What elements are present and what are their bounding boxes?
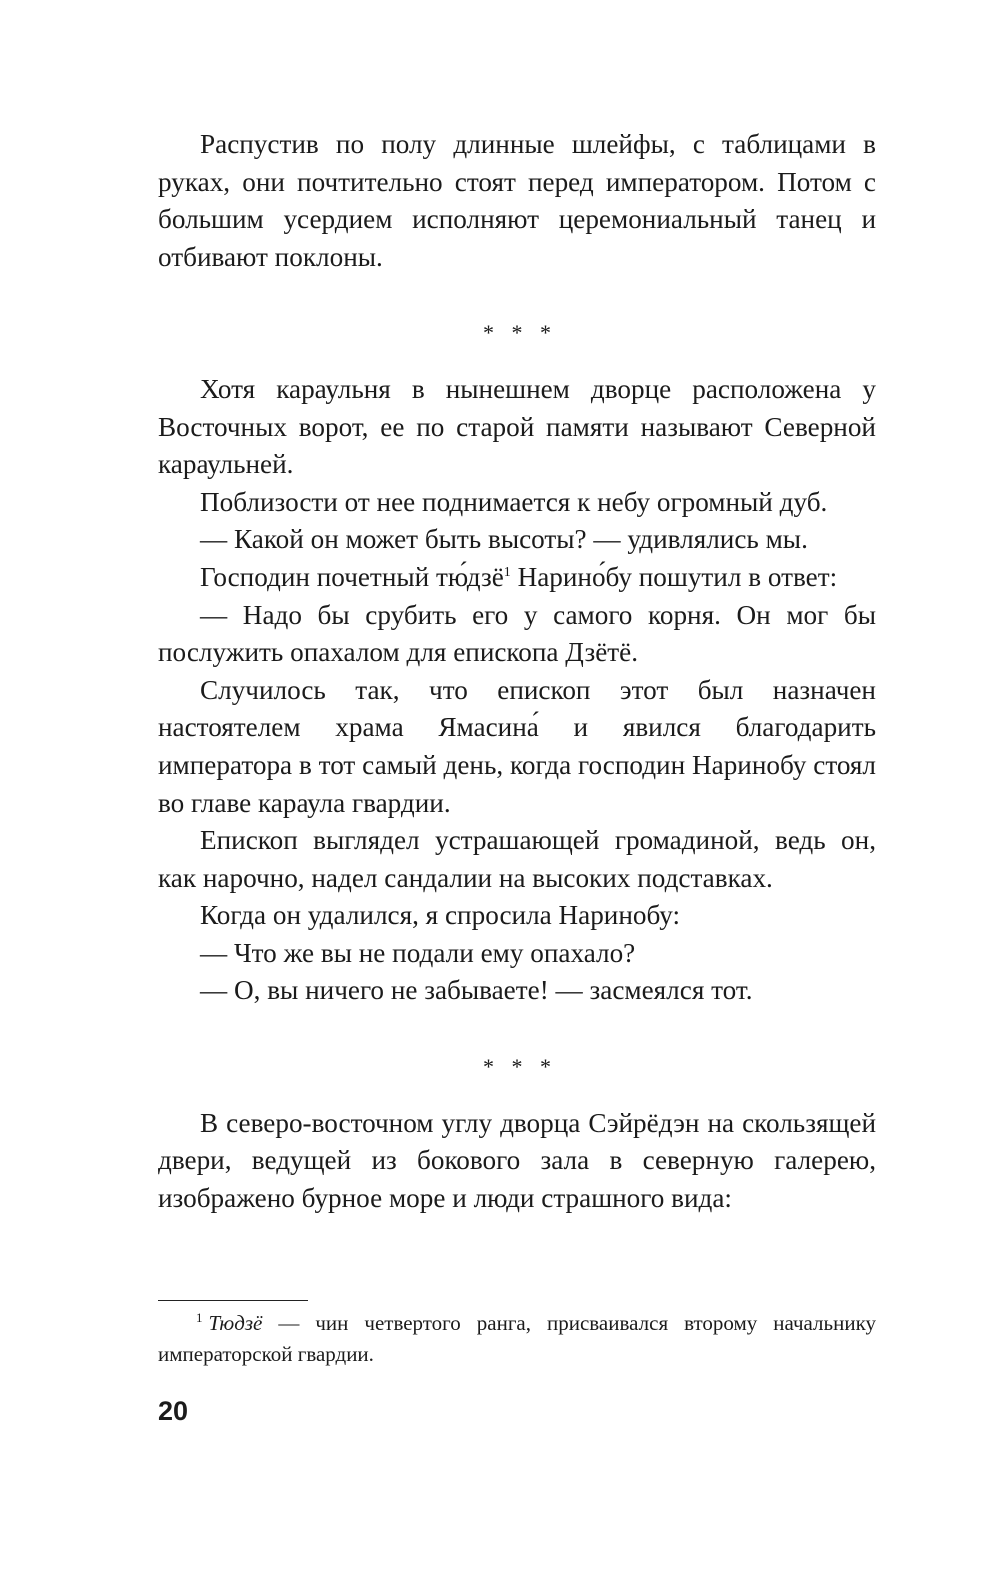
paragraph: Случилось так, что епископ этот был назначен настоятелем храма Ямасина́ и явился благодарить императора в тот самый день, когда господин Наринобу стоял во главе караула гвардии. <box>158 674 876 818</box>
footnote <box>158 1308 876 1370</box>
footnote-reference: 1 <box>503 564 511 580</box>
footnote-term: Тюдзё <box>208 1311 263 1335</box>
section-separator: * * * <box>483 320 557 346</box>
paragraph: Распустив по полу длинные шлейфы, с таблицами в руках, они почтительно стоят перед императором. Потом с большим усердием исполняют церемониальный танец и отбивают поклоны. <box>158 129 876 272</box>
dialogue-line: — Что же вы не подали ему опахало? <box>200 937 636 968</box>
dialogue-line: — О, вы ничего не забываете! — засмеялся тот. <box>200 975 753 1006</box>
paragraph-text: Нарино́бу пошутил в ответ: <box>510 561 838 592</box>
section-separator: * * * <box>483 1054 557 1080</box>
footnote-divider <box>158 1300 308 1301</box>
paragraph: В северо-восточном углу дворца Сэйрёдэн на скользящей двери, ведущей из бокового зала в северную галерею, изображено бурное море и люди страшного вида: <box>158 1107 876 1213</box>
paragraph-text: Господин почетный тю́дзё <box>200 561 504 592</box>
paragraph: Хотя караульня в нынешнем дворце расположена у Восточных ворот, ее по старой памяти называют Северной караульней. <box>158 373 876 480</box>
dialogue-line: — Надо бы срубить его у самого корня. Он мог бы послужить опахалом для епископа Дзётё. <box>158 599 876 668</box>
paragraph: Поблизости от нее поднимается к небу огромный дуб. <box>200 486 828 517</box>
dialogue-line: — Какой он может быть высоты? — удивлялись мы. <box>200 524 808 555</box>
page-number: 20 <box>158 1396 189 1426</box>
paragraph-with-footnote-ref <box>158 559 876 597</box>
page-body <box>158 126 876 1217</box>
footnote-text: — чин четвертого ранга, присваивался второму начальнику императорской гвардии. <box>158 1311 876 1366</box>
paragraph: Когда он удалился, я спросила Наринобу: <box>200 900 681 931</box>
footnote-number: 1 <box>196 1310 203 1325</box>
paragraph: Епископ выглядел устрашающей громадиной, ведь он, как нарочно, надел сандалии на высоких подставках. <box>158 825 876 893</box>
